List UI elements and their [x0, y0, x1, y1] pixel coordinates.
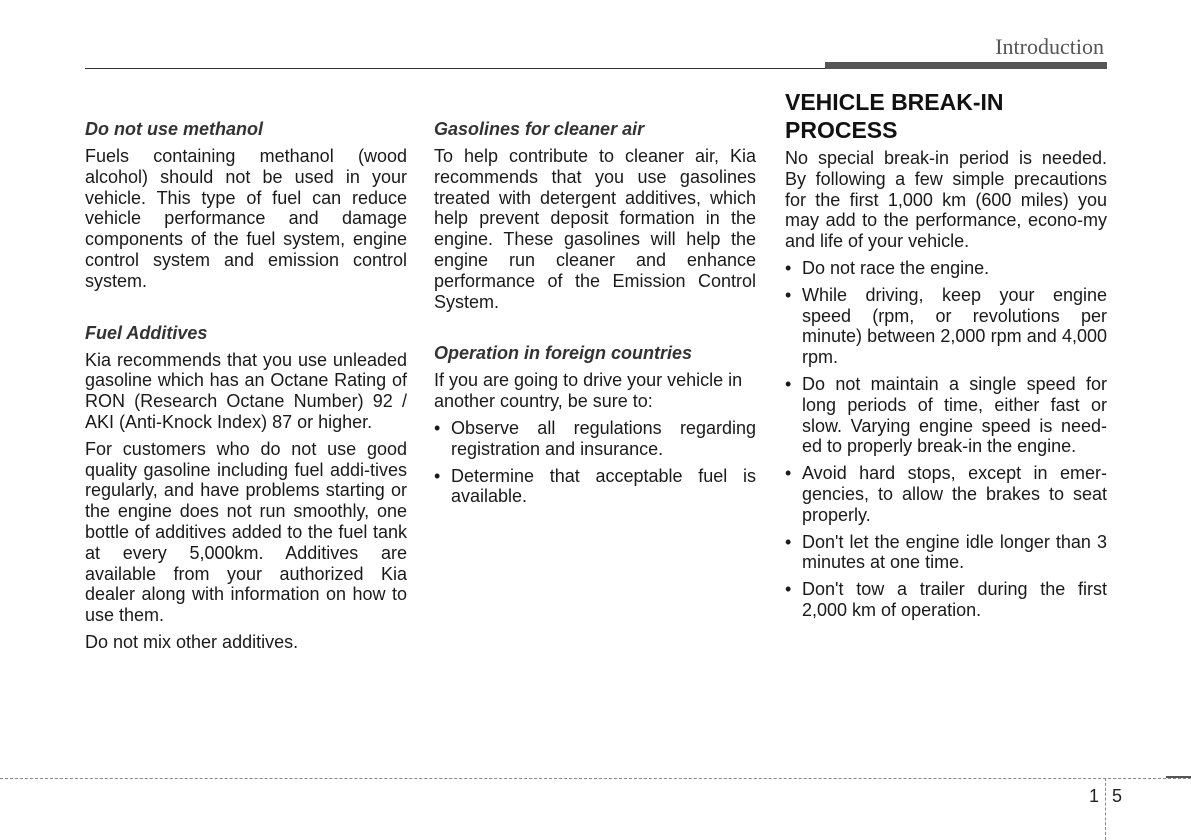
bullet-icon: •: [785, 579, 792, 600]
bullet-icon: •: [434, 465, 441, 486]
list-item: • Don't let the engine idle longer than 3 minutes at one time.: [785, 531, 1107, 573]
section-heading-foreign-countries: Operation in foreign countries: [434, 343, 693, 364]
paragraph-cleaner-air: To help contribute to cleaner air, Kia recommends that you use gasolines treated with detergent additives, which help prevent deposit formation in the engine. These gasolines will help the engine run cleaner and enhance performance of the Emission Control System.: [434, 146, 756, 312]
section-heading-fuel-additives: Fuel Additives: [85, 322, 208, 343]
paragraph-foreign-intro: If you are going to drive your vehicle in another country, be sure to:: [434, 370, 743, 412]
column-right: [785, 89, 1107, 627]
list-item: • Determine that acceptable fuel is available.: [434, 465, 756, 507]
page-number: 5: [1112, 786, 1123, 806]
list-item: • Avoid hard stops, except in emer-gencies, to allow the brakes to seat properly.: [785, 463, 1107, 525]
chapter-number: 1: [1089, 786, 1100, 806]
foreign-bullet-list: [434, 418, 756, 507]
bullet-icon: •: [785, 257, 792, 278]
footer-page-separator: [1105, 778, 1106, 840]
column-left: [85, 98, 407, 659]
paragraph-methanol: Fuels containing methanol (wood alcohol) should not be used in your vehicle. This type of fuel can reduce vehicle performance and damage components of the fuel system, engine control system and emission control system.: [85, 146, 407, 291]
list-item: • Don't tow a trailer during the first 2,000 km of operation.: [785, 579, 1107, 620]
section-heading-methanol: Do not use methanol: [85, 119, 264, 139]
footer-corner-mark: [1166, 776, 1191, 778]
paragraph-octane: Kia recommends that you use unleaded gasoline which has an Octane Rating of RON (Research Octane Number) 92 / AKI (Anti-Knock Index) 87 or higher.: [85, 349, 407, 432]
bullet-icon: •: [785, 463, 792, 484]
section-heading-cleaner-air: Gasolines for cleaner air: [434, 119, 645, 139]
list-item: • While driving, keep your engine speed (rpm, or revolutions per minute) between 2,000 rpm and 4,000 rpm.: [785, 284, 1107, 368]
paragraph-break-in-intro: No special break-in period is needed. By following a few simple precautions for the first 1,000 km (600 miles) you may add to the performance, econo-my and life of your vehicle.: [785, 148, 1107, 252]
column-middle: [434, 98, 756, 513]
bullet-icon: •: [785, 373, 792, 394]
bullet-icon: •: [785, 531, 792, 552]
header-rule-accent: [825, 62, 1107, 69]
paragraph-no-mix: Do not mix other additives.: [85, 631, 299, 652]
break-in-bullet-list: [785, 258, 1107, 621]
bullet-icon: •: [785, 284, 792, 305]
footer-divider: [0, 778, 1191, 779]
list-item: • Do not maintain a single speed for long periods of time, either fast or slow. Varying engine speed is need-ed to properly break-in the engine.: [785, 373, 1107, 457]
header-rule: [85, 68, 825, 69]
section-title-break-in: VEHICLE BREAK-IN PROCESS: [785, 89, 1004, 143]
list-item: • Do not race the engine.: [785, 257, 990, 278]
bullet-icon: •: [434, 417, 441, 438]
paragraph-additives: For customers who do not use good quality gasoline including fuel addi-tives regularly, and have problems starting or the engine does not run smoothly, one bottle of additives added to the fuel tank at every 5,000km. Additives are available from your authorized Kia dealer along with information on how to use them.: [85, 438, 407, 626]
page-header-title: Introduction: [995, 34, 1104, 59]
list-item: • Observe all regulations regarding registration and insurance.: [434, 417, 756, 459]
